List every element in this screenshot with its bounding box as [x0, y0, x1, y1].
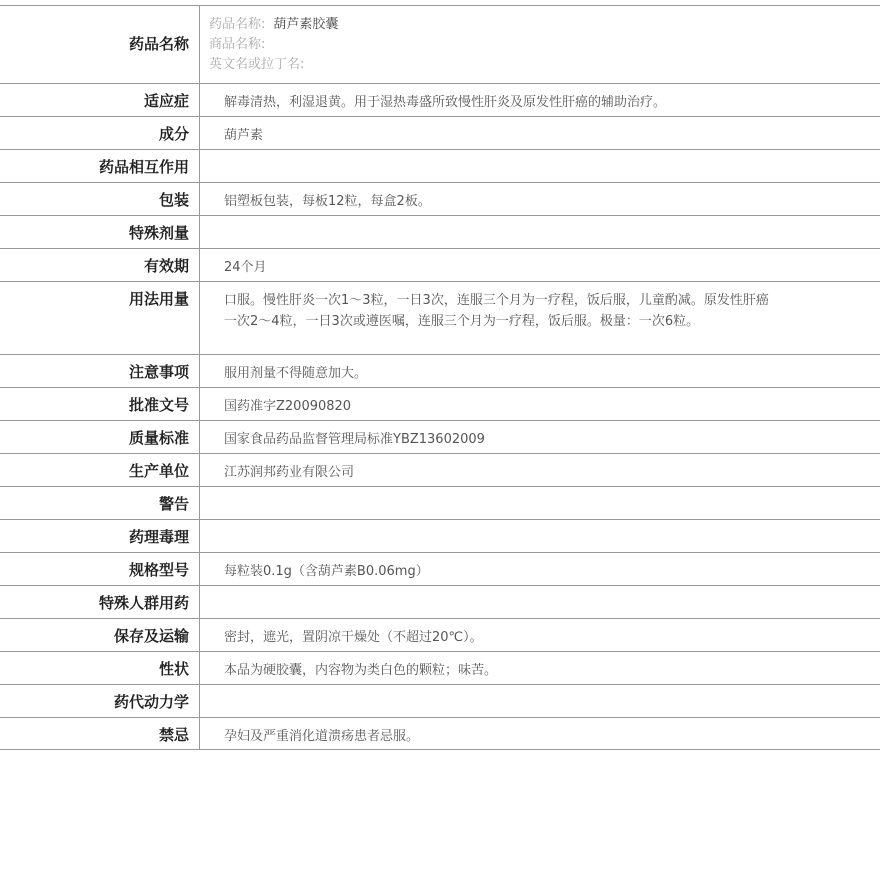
drug-interactions-value [200, 150, 880, 182]
special-dosage-value [200, 216, 880, 248]
shelf-life-value: 24个月 [224, 260, 267, 275]
special-populations-value [200, 586, 880, 618]
dosage-row [0, 281, 880, 354]
pharmacology-row [0, 519, 880, 552]
approval-number-value: 国药准字Z20090820 [224, 399, 352, 414]
packaging-label: 包装 [0, 183, 200, 215]
generic-name-value: 葫芦素胶囊 [273, 17, 339, 32]
storage-row [0, 618, 880, 651]
drug-interactions-row [0, 149, 880, 182]
storage-value: 密封，遮光，置阴凉干燥处（不超过20℃）。 [224, 630, 483, 645]
pharmacology-label: 药理毒理 [0, 520, 200, 552]
packaging-row [0, 182, 880, 215]
drug-interactions-label: 药品相互作用 [0, 150, 200, 182]
special-dosage-label: 特殊剂量 [0, 216, 200, 248]
contraindications-value: 孕妇及严重消化道溃疡患者忌服。 [224, 729, 420, 744]
shelf-life-row [0, 248, 880, 281]
indications-row [0, 83, 880, 116]
contraindications-row [0, 717, 880, 750]
description-value: 本品为硬胶囊，内容物为类白色的颗粒；味苦。 [224, 663, 498, 678]
generic-name-line [209, 15, 780, 35]
warning-row [0, 486, 880, 519]
dosage-label: 用法用量 [0, 282, 200, 354]
description-label: 性状 [0, 652, 200, 684]
trade-name-line [209, 35, 780, 55]
specification-label: 规格型号 [0, 553, 200, 585]
drug-name-value [200, 6, 880, 83]
quality-standard-value: 国家食品药品监督管理局标准YBZ13602009 [224, 432, 485, 447]
specification-row [0, 552, 880, 585]
special-dosage-row [0, 215, 880, 248]
pharmacokinetics-value [200, 685, 880, 717]
drug-name-row [0, 5, 880, 83]
warning-label: 警告 [0, 487, 200, 519]
shelf-life-label: 有效期 [0, 249, 200, 281]
approval-number-row [0, 387, 880, 420]
ingredients-row [0, 116, 880, 149]
drug-name-label: 药品名称 [0, 6, 200, 83]
indications-label: 适应症 [0, 84, 200, 116]
pharmacology-value [200, 520, 880, 552]
pharmacokinetics-label: 药代动力学 [0, 685, 200, 717]
special-populations-row [0, 585, 880, 618]
specification-value: 每粒装0.1g（含葫芦素B0.06mg） [224, 564, 429, 579]
packaging-value: 铝塑板包装，每板12粒，每盒2板。 [224, 194, 431, 209]
contraindications-label: 禁忌 [0, 718, 200, 749]
precautions-label: 注意事项 [0, 355, 200, 387]
quality-standard-row [0, 420, 880, 453]
trade-name-key: 商品名称: [209, 37, 266, 52]
manufacturer-label: 生产单位 [0, 454, 200, 486]
english-name-key: 英文名或拉丁名: [209, 57, 305, 72]
special-populations-label: 特殊人群用药 [0, 586, 200, 618]
manufacturer-value: 江苏润邦药业有限公司 [224, 465, 355, 480]
precautions-value: 服用剂量不得随意加大。 [224, 366, 368, 381]
pharmacokinetics-row [0, 684, 880, 717]
storage-label: 保存及运输 [0, 619, 200, 651]
approval-number-label: 批准文号 [0, 388, 200, 420]
manufacturer-row [0, 453, 880, 486]
description-row [0, 651, 880, 684]
drug-info-table [0, 5, 880, 750]
dosage-value: 口服。慢性肝炎一次1～3粒，一日3次，连服三个月为一疗程，饭后服，儿童酌减。原发性肝癌一次2～4粒，一日3次或遵医嘱，连服三个月为一疗程，饭后服。极量：一次6粒。 [224, 293, 769, 329]
ingredients-label: 成分 [0, 117, 200, 149]
indications-value: 解毒清热，利湿退黄。用于湿热毒盛所致慢性肝炎及原发性肝癌的辅助治疗。 [224, 95, 667, 110]
precautions-row [0, 354, 880, 387]
warning-value [200, 487, 880, 519]
quality-standard-label: 质量标准 [0, 421, 200, 453]
ingredients-value: 葫芦素 [224, 128, 264, 143]
english-name-line [209, 55, 780, 75]
generic-name-key: 药品名称: [209, 17, 266, 32]
